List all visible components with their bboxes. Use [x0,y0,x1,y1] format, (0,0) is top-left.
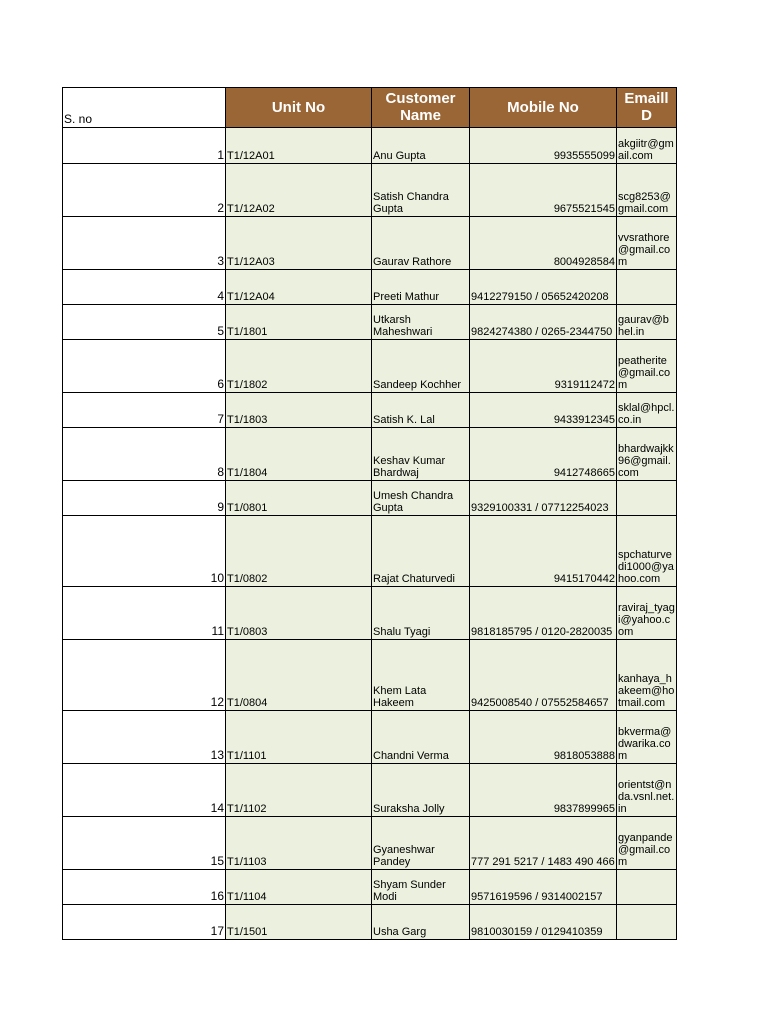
table-row [63,340,677,393]
cell-email-id [617,481,677,516]
cell-mobile-no: 8004928584 [470,217,617,270]
cell-sno: 14 [63,764,226,817]
cell-email-id: gyanpande@gmail.com [617,817,677,870]
cell-email-id [617,870,677,905]
cell-unit-no: T1/1804 [226,428,372,481]
cell-mobile-no: 777 291 5217 / 1483 490 466 [470,817,617,870]
table-row [63,817,677,870]
cell-unit-no: T1/1102 [226,764,372,817]
cell-email-id: akgiitr@gmail.com [617,128,677,164]
cell-mobile-no: 9571619596 / 9314002157 [470,870,617,905]
cell-email-id: sklal@hpcl.co.in [617,393,677,428]
table-body [63,128,677,940]
cell-unit-no: T1/0802 [226,516,372,587]
cell-unit-no: T1/1801 [226,305,372,340]
cell-email-id [617,270,677,305]
cell-customer-name: Sandeep Kochher [372,340,470,393]
cell-sno: 12 [63,640,226,711]
header-customer-name: Customer Name [372,88,470,128]
cell-email-id: peatherite@gmail.com [617,340,677,393]
table-row [63,587,677,640]
cell-unit-no: T1/1101 [226,711,372,764]
cell-sno: 15 [63,817,226,870]
cell-unit-no: T1/0803 [226,587,372,640]
cell-email-id: vvsrathore@gmail.com [617,217,677,270]
cell-sno: 2 [63,164,226,217]
table-row [63,711,677,764]
cell-customer-name: Utkarsh Maheshwari [372,305,470,340]
cell-sno: 5 [63,305,226,340]
cell-customer-name: Rajat Chaturvedi [372,516,470,587]
cell-sno: 10 [63,516,226,587]
table-row [63,164,677,217]
cell-customer-name: Khem Lata Hakeem [372,640,470,711]
table-row [63,481,677,516]
cell-mobile-no: 9818053888 [470,711,617,764]
customer-table [62,87,677,940]
header-sno: S. no [63,88,226,128]
table-row [63,640,677,711]
cell-unit-no: T1/0804 [226,640,372,711]
table-row [63,128,677,164]
header-mobile-no: Mobile No [470,88,617,128]
cell-mobile-no: 9319112472 [470,340,617,393]
cell-mobile-no: 9425008540 / 07552584657 [470,640,617,711]
cell-sno: 4 [63,270,226,305]
table-row [63,905,677,940]
cell-mobile-no: 9837899965 [470,764,617,817]
cell-customer-name: Shyam Sunder Modi [372,870,470,905]
cell-sno: 16 [63,870,226,905]
table-row [63,764,677,817]
cell-sno: 1 [63,128,226,164]
cell-mobile-no: 9412279150 / 05652420208 [470,270,617,305]
cell-unit-no: T1/1802 [226,340,372,393]
cell-unit-no: T1/1803 [226,393,372,428]
cell-customer-name: Gyaneshwar Pandey [372,817,470,870]
cell-unit-no: T1/12A02 [226,164,372,217]
cell-unit-no: T1/1501 [226,905,372,940]
cell-mobile-no: 9818185795 / 0120-2820035 [470,587,617,640]
cell-mobile-no: 9412748665 [470,428,617,481]
cell-sno: 17 [63,905,226,940]
cell-sno: 7 [63,393,226,428]
cell-mobile-no: 9329100331 / 07712254023 [470,481,617,516]
cell-sno: 11 [63,587,226,640]
cell-customer-name: Preeti Mathur [372,270,470,305]
cell-email-id: scg8253@gmail.com [617,164,677,217]
cell-customer-name: Umesh Chandra Gupta [372,481,470,516]
header-row [63,88,677,128]
table-row [63,217,677,270]
cell-mobile-no: 9935555099 [470,128,617,164]
cell-unit-no: T1/0801 [226,481,372,516]
cell-mobile-no: 9433912345 [470,393,617,428]
cell-sno: 3 [63,217,226,270]
cell-email-id: bkverma@dwarika.com [617,711,677,764]
cell-customer-name: Chandni Verma [372,711,470,764]
table-row [63,428,677,481]
header-email-id: Emaill D [617,88,677,128]
cell-customer-name: Gaurav Rathore [372,217,470,270]
cell-mobile-no: 9824274380 / 0265-2344750 [470,305,617,340]
cell-unit-no: T1/1104 [226,870,372,905]
cell-email-id: kanhaya_hakeem@hotmail.com [617,640,677,711]
cell-unit-no: T1/12A03 [226,217,372,270]
cell-mobile-no: 9675521545 [470,164,617,217]
cell-unit-no: T1/12A04 [226,270,372,305]
cell-email-id: orientst@nda.vsnl.net.in [617,764,677,817]
cell-email-id: gaurav@bhel.in [617,305,677,340]
cell-sno: 8 [63,428,226,481]
cell-sno: 6 [63,340,226,393]
table-row [63,305,677,340]
cell-mobile-no: 9810030159 / 0129410359 [470,905,617,940]
cell-email-id: raviraj_tyagi@yahoo.com [617,587,677,640]
header-unit-no: Unit No [226,88,372,128]
cell-sno: 9 [63,481,226,516]
table-row [63,516,677,587]
cell-customer-name: Satish Chandra Gupta [372,164,470,217]
cell-email-id [617,905,677,940]
cell-email-id: bhardwajkk96@gmail.com [617,428,677,481]
cell-customer-name: Anu Gupta [372,128,470,164]
table-row [63,270,677,305]
cell-mobile-no: 9415170442 [470,516,617,587]
cell-customer-name: Shalu Tyagi [372,587,470,640]
table-row [63,870,677,905]
cell-customer-name: Suraksha Jolly [372,764,470,817]
cell-customer-name: Usha Garg [372,905,470,940]
cell-email-id: spchaturvedi1000@yahoo.com [617,516,677,587]
cell-customer-name: Satish K. Lal [372,393,470,428]
cell-customer-name: Keshav Kumar Bhardwaj [372,428,470,481]
cell-unit-no: T1/1103 [226,817,372,870]
table-row [63,393,677,428]
cell-unit-no: T1/12A01 [226,128,372,164]
cell-sno: 13 [63,711,226,764]
